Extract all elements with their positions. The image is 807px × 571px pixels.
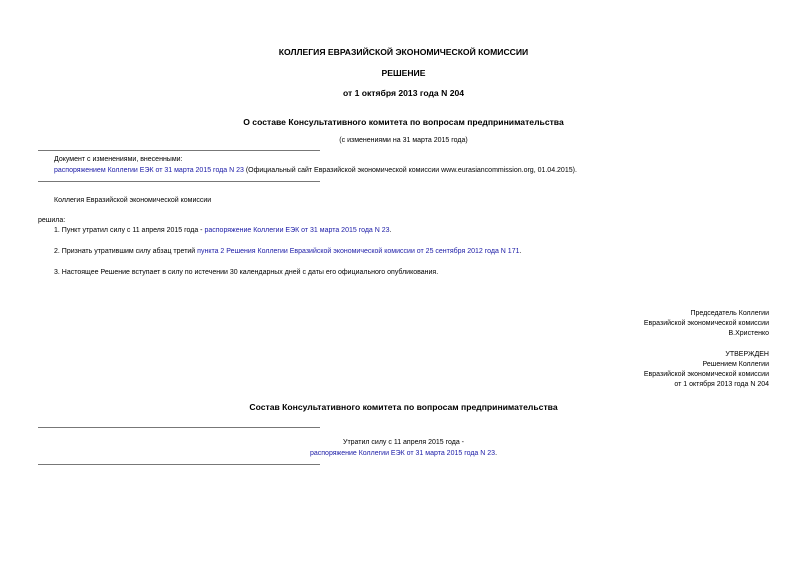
approved-date: от 1 октября 2013 года N 204 <box>674 381 769 388</box>
document-title: О составе Консультативного комитета по вопросам предпринимательства <box>243 117 564 127</box>
item-2-link[interactable]: пункта 2 Решения Коллегии Евразийской экономической комиссии от 25 сентября 2012 года N 171 <box>197 248 520 255</box>
composition-lost-force: Утратил силу с 11 апреля 2015 года - <box>343 439 464 446</box>
item-1-end: . <box>389 227 392 234</box>
changes-bottom-rule <box>38 181 320 182</box>
approved-organization: Евразийской экономической комиссии <box>643 371 769 378</box>
item-2-text: 2. Признать утратившим силу абзац третий <box>54 248 198 255</box>
changes-suffix: (Официальный сайт Евразийской экономической комиссии www.eurasiancommission.org, 01.04.2015). <box>243 167 577 174</box>
revision-note: (с изменениями на 31 марта 2015 года) <box>339 137 468 144</box>
changes-top-rule <box>38 150 320 151</box>
composition-title: Состав Консультативного комитета по вопросам предпринимательства <box>249 402 558 412</box>
doc-type-heading: РЕШЕНИЕ <box>381 68 426 78</box>
composition-link-line <box>0 449 807 458</box>
item-1 <box>54 226 392 235</box>
composition-top-rule <box>38 427 320 428</box>
changes-line <box>54 166 577 175</box>
org-heading: КОЛЛЕГИЯ ЕВРАЗИЙСКОЙ ЭКОНОМИЧЕСКОЙ КОМИССИИ <box>278 47 529 57</box>
item-1-link[interactable]: распоряжение Коллегии ЕЭК от 31 марта 2015 года N 23 <box>204 227 390 234</box>
item-1-text: 1. Пункт утратил силу с 11 апреля 2015 года - <box>54 227 205 234</box>
approved-by: Решением Коллегии <box>702 361 769 368</box>
composition-bottom-rule <box>38 464 320 465</box>
changes-link[interactable]: распоряжением Коллегии ЕЭК от 31 марта 2015 года N 23 <box>54 167 244 174</box>
composition-link-end: . <box>495 450 498 457</box>
item-3: 3. Настоящее Решение вступает в силу по истечении 30 календарных дней с даты его официального опубликования. <box>54 269 439 276</box>
collegium-text: Коллегия Евразийской экономической комиссии <box>54 197 212 204</box>
date-number: от 1 октября 2013 года N 204 <box>342 88 465 98</box>
signature-position: Председатель Коллегии <box>690 310 769 317</box>
signature-name: В.Христенко <box>728 330 769 337</box>
item-2 <box>54 247 521 256</box>
decided-text: решила: <box>38 217 66 224</box>
approved-label: УТВЕРЖДЕН <box>725 351 769 358</box>
composition-link[interactable]: распоряжение Коллегии ЕЭК от 31 марта 2015 года N 23 <box>309 450 496 457</box>
changes-intro: Документ с изменениями, внесенными: <box>54 156 183 163</box>
signature-organization: Евразийской экономической комиссии <box>643 320 769 327</box>
item-2-end: . <box>519 248 522 255</box>
